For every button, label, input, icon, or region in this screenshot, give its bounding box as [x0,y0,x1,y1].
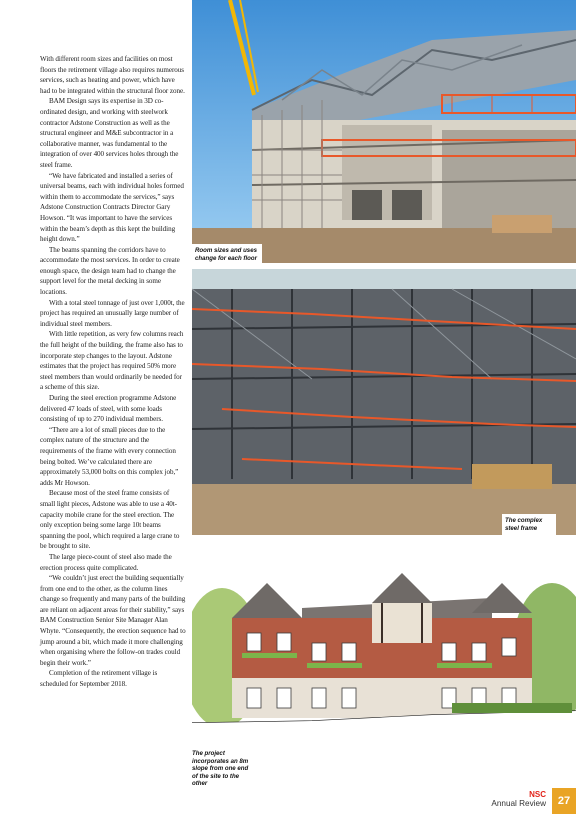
article-paragraph: “We couldn’t just erect the building sequentially from one end to the other, as the column lines change so frequently and many parts of the building are reliant on adjacent areas for their stability,” says BAM Construction Senior Site Manager Alan Whyte. “Consequently, the erection sequence had to jump around a bit, which made it more challenging when organising where the follow-on trades could begin their work.” [40,574,186,667]
article-paragraph: With little repetition, as very few columns reach the full height of the building, the frame also has to incorporate step changes to the layout. Adstone estimates that the project has required 50% more steel members than would ordinarily be needed for a scheme of this size. [40,330,184,392]
steel-frame-illustration [192,269,576,535]
photo-caption: The project incorporates an 8m slope from one end of the site to the other [192,750,249,788]
article-paragraph: “There are a lot of small pieces due to the complex nature of the structure and the requirements of the frame with every connection being bolted. We’ve calculated there are approximately 53,000 bolts on this complex job,” adds Mr Howson. [40,425,179,487]
publication-footer [491,790,546,808]
article-body [40,54,186,690]
article-paragraph: With different room sizes and facilities on most floors the retirement village also requires numerous services, such as heating and power, which have had to be integrated within the structural floor zone. [40,55,185,95]
photo-caption: The complex steel frame [502,514,556,535]
page-number: 27 [552,788,576,814]
article-paragraph: Completion of the retirement village is scheduled for September 2018. [40,669,158,689]
brand-logo: NSC [529,790,546,799]
article-paragraph: BAM Design says its expertise in 3D co-ordinated design, and working with steelwork contractor Adstone Construction as well as the structural engineer and M&E subcontractor in a collaborative manner, was fundamental to the integration of over 400 services holes through the steel frame. [40,97,179,169]
publication-title: Annual Review [491,799,546,808]
article-paragraph: With a total steel tonnage of just over 1,000t, the project has required an unusually large number of individual steel members. [40,298,185,328]
article-paragraph: During the steel erection programme Adstone delivered 47 loads of steel, with some loads consisting of up to 270 individual members. [40,394,177,424]
construction-site-photo [192,0,576,263]
article-paragraph: The beams spanning the corridors have to accommodate the most services. In order to create enough space, the design team had to change the support level for the metal decking in some locations. [40,245,180,297]
article-paragraph: “We have fabricated and installed a series of universal beams, each with individual holes formed within them to accommodate the services,” says Adstone Construction Contracts Director Gary Howson. “It was important to have the services within the beam’s depth as this kept the building height down.” [40,171,184,244]
article-paragraph: Because most of the steel frame consists of small light pieces, Adstone was able to use a 40t-capacity mobile crane for the steel erection. The only exception being some large 10t beams spanning the pool, which required a large crane to be brought to site. [40,489,180,551]
steel-frame-photo [192,269,576,535]
photo-caption: Room sizes and uses change for each floor [192,244,262,265]
article-paragraph: The large piece-count of steel also made the erection process quite complicated. [40,552,172,572]
construction-site-illustration [192,0,576,263]
